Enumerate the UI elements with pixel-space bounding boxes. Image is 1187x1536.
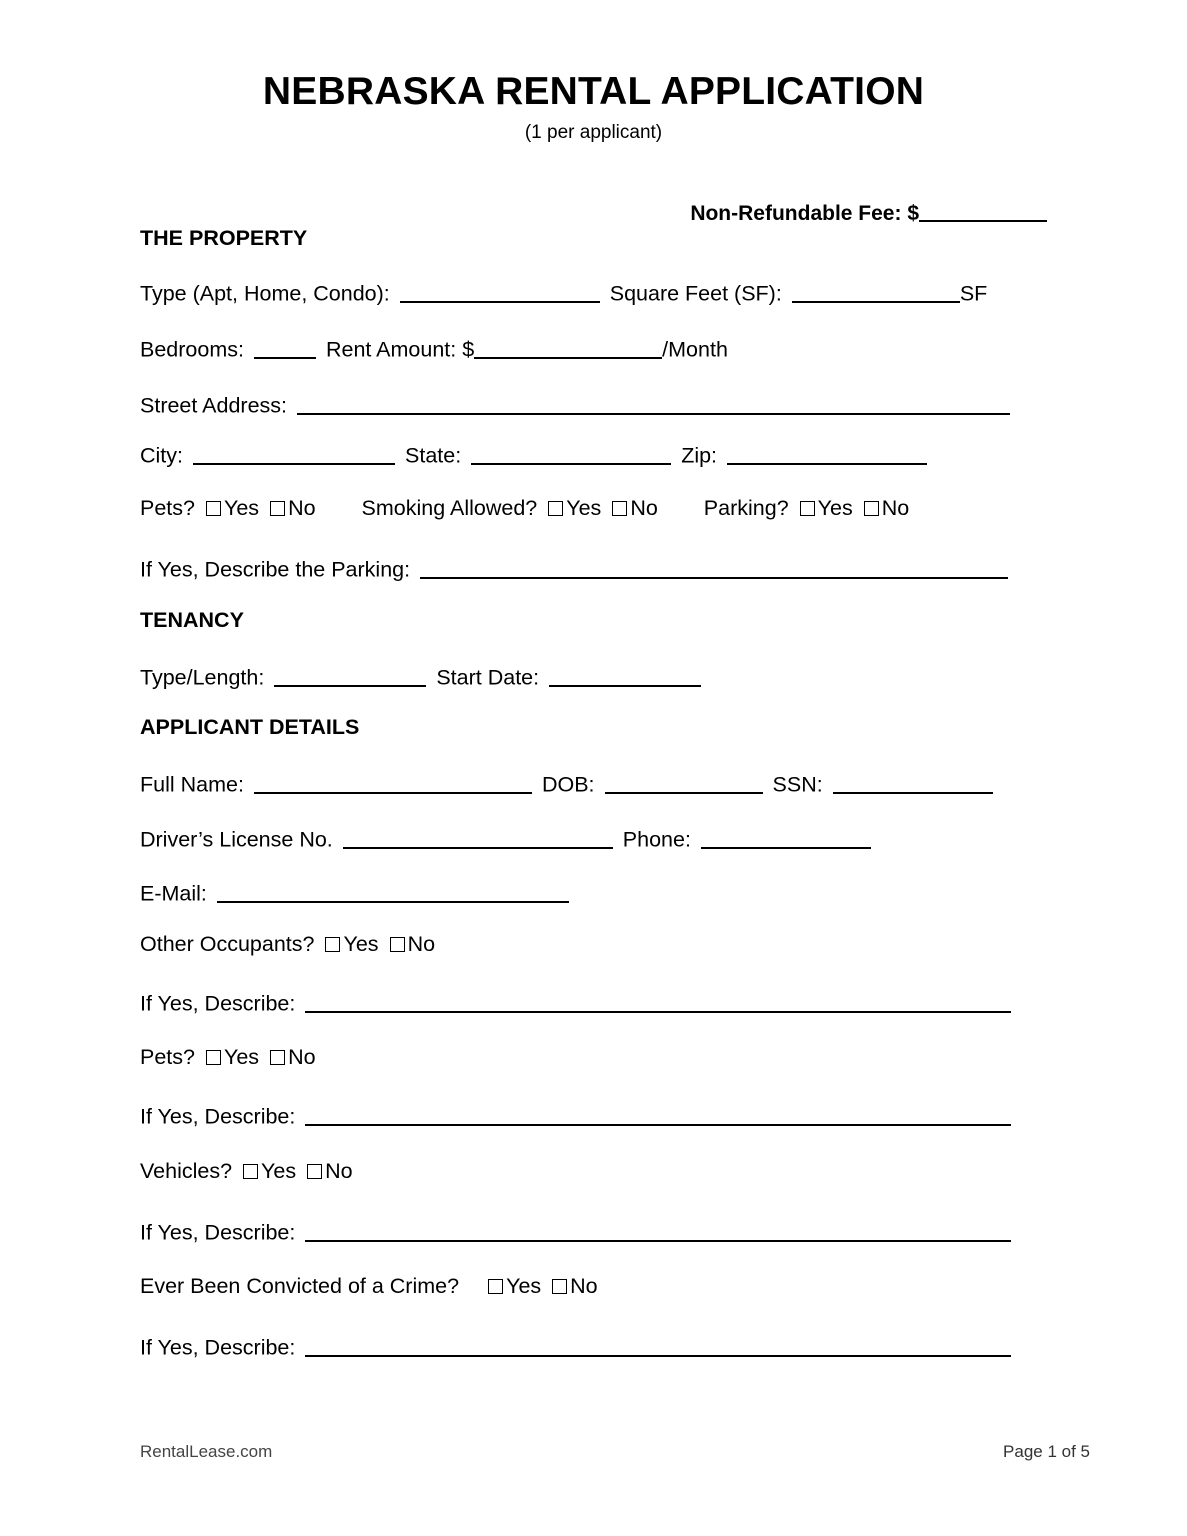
row-crime-describe [140, 1332, 1011, 1361]
pets-describe-blank[interactable] [305, 1101, 1011, 1126]
property-type-blank[interactable] [400, 278, 600, 303]
tenancy-start-date-blank[interactable] [549, 662, 701, 687]
crime-label: Ever Been Convicted of a Crime? [140, 1274, 460, 1298]
parking-describe-label: If Yes, Describe the Parking: [140, 557, 411, 582]
rent-amount-blank[interactable] [474, 334, 662, 359]
row-crime [140, 1274, 598, 1300]
row-occupants-describe [140, 988, 1011, 1017]
row-city-state-zip [140, 440, 927, 469]
bedrooms-label: Bedrooms: [140, 337, 244, 362]
street-address-blank[interactable] [297, 390, 1010, 415]
vehicles-no-checkbox[interactable] [307, 1164, 322, 1179]
parking-label: Parking? [703, 496, 789, 520]
row-street-address [140, 390, 1010, 419]
applicant-pets-no-checkbox[interactable] [270, 1050, 285, 1065]
other-occupants-no-checkbox[interactable] [390, 937, 405, 952]
non-refundable-fee-label: Non-Refundable Fee: $ [690, 202, 919, 226]
row-type-square-feet [140, 278, 987, 307]
crime-yes-checkbox[interactable] [488, 1279, 503, 1294]
occupants-describe-blank[interactable] [305, 988, 1011, 1013]
section-heading-property: THE PROPERTY [140, 226, 308, 250]
property-pets-no-checkbox[interactable] [270, 501, 285, 516]
state-label: State: [405, 443, 462, 468]
parking-no-checkbox[interactable] [864, 501, 879, 516]
parking-no-label: No [881, 496, 910, 520]
drivers-license-label: Driver’s License No. [140, 827, 333, 852]
smoking-yes-label: Yes [566, 496, 602, 520]
other-occupants-no-label: No [407, 932, 436, 956]
city-blank[interactable] [193, 440, 395, 465]
applicant-pets-no-label: No [288, 1045, 316, 1069]
tenancy-type-length-label: Type/Length: [140, 665, 265, 690]
crime-no-label: No [570, 1274, 598, 1298]
row-pets-describe [140, 1101, 1011, 1130]
tenancy-type-length-blank[interactable] [274, 662, 426, 687]
applicant-pets-label: Pets? [140, 1045, 195, 1069]
row-email [140, 878, 569, 907]
full-name-label: Full Name: [140, 772, 244, 797]
row-pets-smoking-parking [140, 496, 909, 522]
row-parking-describe [140, 554, 1008, 583]
vehicles-label: Vehicles? [140, 1159, 233, 1183]
phone-blank[interactable] [701, 824, 871, 849]
ssn-label: SSN: [772, 772, 823, 797]
smoking-no-label: No [630, 496, 658, 520]
occupants-describe-label: If Yes, Describe: [140, 991, 296, 1016]
city-label: City: [140, 443, 183, 468]
other-occupants-yes-label: Yes [343, 932, 379, 956]
vehicles-yes-label: Yes [261, 1159, 297, 1183]
footer-site-name: RentalLease.com [140, 1442, 273, 1461]
bedrooms-blank[interactable] [254, 334, 316, 359]
crime-describe-blank[interactable] [305, 1332, 1011, 1357]
page-subtitle: (1 per applicant) [524, 122, 663, 143]
pets-describe-label: If Yes, Describe: [140, 1104, 296, 1129]
other-occupants-yes-checkbox[interactable] [325, 937, 340, 952]
tenancy-start-date-label: Start Date: [436, 665, 540, 690]
email-blank[interactable] [217, 878, 569, 903]
property-pets-no-label: No [288, 496, 316, 520]
row-applicant-pets [140, 1045, 316, 1071]
row-license-phone [140, 824, 871, 853]
full-name-blank[interactable] [254, 769, 532, 794]
state-blank[interactable] [471, 440, 671, 465]
smoking-allowed-label: Smoking Allowed? [361, 496, 538, 520]
vehicles-describe-blank[interactable] [305, 1217, 1011, 1242]
dob-label: DOB: [541, 772, 595, 797]
row-vehicles [140, 1159, 353, 1185]
row-other-occupants [140, 932, 435, 958]
parking-yes-checkbox[interactable] [800, 501, 815, 516]
row-name-dob-ssn [140, 769, 993, 798]
vehicles-no-label: No [325, 1159, 353, 1183]
smoking-no-checkbox[interactable] [612, 501, 627, 516]
vehicles-yes-checkbox[interactable] [243, 1164, 258, 1179]
property-pets-yes-label: Yes [223, 496, 260, 520]
property-type-label: Type (Apt, Home, Condo): [140, 281, 390, 306]
applicant-pets-yes-label: Yes [223, 1045, 260, 1069]
square-feet-suffix: SF [959, 281, 988, 306]
email-label: E-Mail: [140, 881, 207, 906]
street-address-label: Street Address: [140, 393, 287, 418]
section-heading-tenancy: TENANCY [140, 608, 244, 632]
page-title: NEBRASKA RENTAL APPLICATION [262, 70, 925, 113]
zip-label: Zip: [681, 443, 718, 468]
footer-page-number: Page 1 of 5 [1003, 1442, 1090, 1461]
parking-describe-blank[interactable] [420, 554, 1008, 579]
row-bedrooms-rent [140, 334, 728, 363]
rent-amount-suffix: /Month [662, 337, 728, 362]
ssn-blank[interactable] [833, 769, 993, 794]
drivers-license-blank[interactable] [343, 824, 613, 849]
non-refundable-fee-blank[interactable] [919, 198, 1047, 222]
parking-yes-label: Yes [817, 496, 853, 520]
square-feet-label: Square Feet (SF): [609, 281, 782, 306]
section-heading-applicant-details: APPLICANT DETAILS [140, 715, 360, 739]
property-pets-yes-checkbox[interactable] [206, 501, 221, 516]
row-tenancy-type-start [140, 662, 701, 691]
crime-no-checkbox[interactable] [552, 1279, 567, 1294]
other-occupants-label: Other Occupants? [140, 932, 315, 956]
property-pets-label: Pets? [140, 496, 195, 520]
zip-blank[interactable] [727, 440, 927, 465]
smoking-yes-checkbox[interactable] [548, 501, 563, 516]
vehicles-describe-label: If Yes, Describe: [140, 1220, 296, 1245]
phone-label: Phone: [622, 827, 691, 852]
dob-blank[interactable] [605, 769, 763, 794]
square-feet-blank[interactable] [792, 278, 960, 303]
non-refundable-fee-field [690, 198, 1047, 226]
crime-yes-label: Yes [506, 1274, 542, 1298]
applicant-pets-yes-checkbox[interactable] [206, 1050, 221, 1065]
rent-amount-label: Rent Amount: $ [325, 337, 475, 362]
row-vehicles-describe [140, 1217, 1011, 1246]
crime-describe-label: If Yes, Describe: [140, 1335, 296, 1360]
